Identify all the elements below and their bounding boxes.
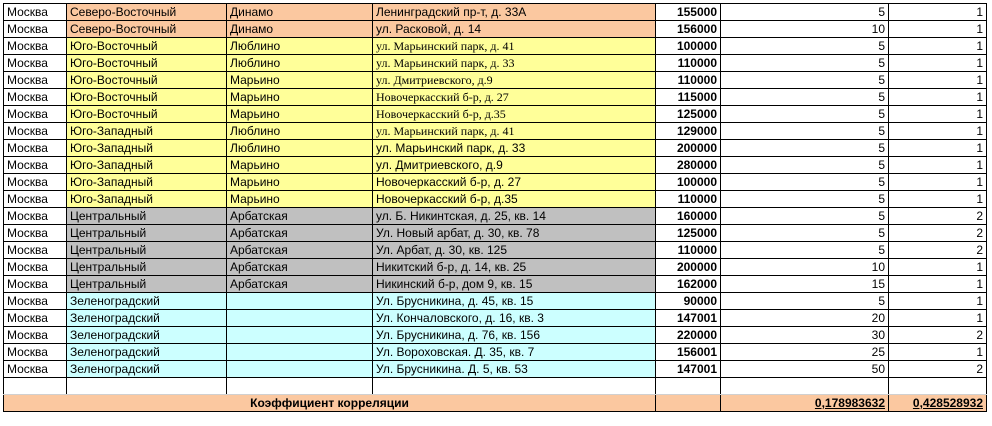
district-cell[interactable]: Юго-Западный — [67, 140, 227, 157]
table-row — [4, 106, 987, 123]
address-cell[interactable]: Ул. Брусникина, д. 45, кв. 15 — [373, 293, 656, 310]
empty-cell[interactable] — [4, 378, 67, 395]
price-cell[interactable]: 110000 — [656, 242, 721, 259]
district-cell[interactable]: Центральный — [67, 276, 227, 293]
rooms-cell[interactable]: 2 — [889, 208, 987, 225]
table-row — [4, 38, 987, 55]
table-row — [4, 259, 987, 276]
correlation-distance-value[interactable]: 0,178983632 — [721, 395, 889, 412]
address-cell[interactable]: Ул. Арбат, д. 30, кв. 125 — [373, 242, 656, 259]
address-cell[interactable]: ул. Дмитриевского, д.9 — [373, 72, 656, 89]
rooms-cell[interactable]: 1 — [889, 140, 987, 157]
city-cell[interactable]: Москва — [4, 191, 67, 208]
station-cell[interactable]: Марьино — [227, 106, 373, 123]
distance-cell[interactable]: 5 — [721, 38, 889, 55]
city-cell[interactable]: Москва — [4, 225, 67, 242]
address-cell[interactable]: ул. Б. Никинтская, д. 25, кв. 14 — [373, 208, 656, 225]
table-row — [4, 293, 987, 310]
empty-cell[interactable] — [889, 378, 987, 395]
table-row — [4, 174, 987, 191]
table-row — [4, 55, 987, 72]
address-cell[interactable]: Новочеркасский б-р, д.35 — [373, 191, 656, 208]
city-cell[interactable]: Москва — [4, 327, 67, 344]
station-cell[interactable]: Арбатская — [227, 225, 373, 242]
address-cell[interactable]: ул. Марьинский парк, д. 33 — [373, 55, 656, 72]
distance-cell[interactable]: 5 — [721, 208, 889, 225]
district-cell[interactable]: Центральный — [67, 242, 227, 259]
price-cell[interactable]: 100000 — [656, 174, 721, 191]
station-cell[interactable]: Арбатская — [227, 208, 373, 225]
rooms-cell[interactable]: 1 — [889, 4, 987, 21]
station-cell[interactable]: Люблино — [227, 38, 373, 55]
empty-cell[interactable] — [373, 378, 656, 395]
district-cell[interactable]: Юго-Восточный — [67, 72, 227, 89]
district-cell[interactable]: Юго-Западный — [67, 191, 227, 208]
correlation-row — [4, 395, 987, 412]
empty-cell[interactable] — [67, 378, 227, 395]
address-cell[interactable]: Никитский б-р, д. 14, кв. 25 — [373, 259, 656, 276]
station-cell[interactable]: Арбатская — [227, 259, 373, 276]
price-cell[interactable]: 162000 — [656, 276, 721, 293]
district-cell[interactable]: Юго-Западный — [67, 123, 227, 140]
district-cell[interactable]: Юго-Восточный — [67, 106, 227, 123]
table-row — [4, 310, 987, 327]
distance-cell[interactable]: 25 — [721, 344, 889, 361]
distance-cell[interactable]: 5 — [721, 123, 889, 140]
distance-cell[interactable]: 5 — [721, 157, 889, 174]
district-cell[interactable]: Зеленоградский — [67, 310, 227, 327]
distance-cell[interactable]: 5 — [721, 89, 889, 106]
price-cell[interactable]: 147001 — [656, 361, 721, 378]
address-cell[interactable]: ул. Дмитриевского, д.9 — [373, 157, 656, 174]
district-cell[interactable]: Центральный — [67, 208, 227, 225]
city-cell[interactable]: Москва — [4, 72, 67, 89]
price-cell[interactable]: 110000 — [656, 72, 721, 89]
table-row — [4, 242, 987, 259]
rooms-cell[interactable]: 1 — [889, 106, 987, 123]
city-cell[interactable]: Москва — [4, 242, 67, 259]
address-cell[interactable]: Новочеркасский б-р, д. 27 — [373, 89, 656, 106]
price-cell[interactable]: 110000 — [656, 191, 721, 208]
distance-cell[interactable]: 5 — [721, 4, 889, 21]
distance-cell[interactable]: 15 — [721, 276, 889, 293]
address-cell[interactable]: ул. Марьинский парк, д. 33 — [373, 140, 656, 157]
city-cell[interactable]: Москва — [4, 140, 67, 157]
address-cell[interactable]: ул. Расковой, д. 14 — [373, 21, 656, 38]
distance-cell[interactable]: 10 — [721, 21, 889, 38]
rooms-cell[interactable]: 1 — [889, 38, 987, 55]
district-cell[interactable]: Юго-Восточный — [67, 38, 227, 55]
distance-cell[interactable]: 20 — [721, 310, 889, 327]
rooms-cell[interactable]: 1 — [889, 276, 987, 293]
price-cell[interactable]: 129000 — [656, 123, 721, 140]
district-cell[interactable]: Зеленоградский — [67, 344, 227, 361]
correlation-empty-cell[interactable] — [656, 395, 721, 412]
station-cell[interactable]: Арбатская — [227, 276, 373, 293]
rooms-cell[interactable]: 1 — [889, 123, 987, 140]
distance-cell[interactable]: 5 — [721, 72, 889, 89]
table-row — [4, 72, 987, 89]
rooms-cell[interactable]: 2 — [889, 242, 987, 259]
rooms-cell[interactable]: 2 — [889, 361, 987, 378]
price-cell[interactable]: 160000 — [656, 208, 721, 225]
district-cell[interactable]: Юго-Западный — [67, 174, 227, 191]
district-cell[interactable]: Зеленоградский — [67, 361, 227, 378]
table-row — [4, 140, 987, 157]
table-row — [4, 327, 987, 344]
district-cell[interactable]: Северо-Восточный — [67, 21, 227, 38]
distance-cell[interactable]: 5 — [721, 140, 889, 157]
price-cell[interactable]: 220000 — [656, 327, 721, 344]
rooms-cell[interactable]: 1 — [889, 191, 987, 208]
address-cell[interactable]: ул. Марьинский парк, д. 41 — [373, 123, 656, 140]
city-cell[interactable]: Москва — [4, 174, 67, 191]
price-cell[interactable]: 200000 — [656, 259, 721, 276]
price-cell[interactable]: 200000 — [656, 140, 721, 157]
distance-cell[interactable]: 10 — [721, 259, 889, 276]
station-cell[interactable]: Марьино — [227, 174, 373, 191]
station-cell[interactable]: Марьино — [227, 191, 373, 208]
table-row — [4, 191, 987, 208]
rooms-cell[interactable]: 1 — [889, 344, 987, 361]
station-cell[interactable]: Марьино — [227, 72, 373, 89]
distance-cell[interactable]: 5 — [721, 293, 889, 310]
city-cell[interactable]: Москва — [4, 38, 67, 55]
price-cell[interactable]: 115000 — [656, 89, 721, 106]
city-cell[interactable]: Москва — [4, 89, 67, 106]
distance-cell[interactable]: 30 — [721, 327, 889, 344]
table-row — [4, 89, 987, 106]
address-cell[interactable]: Ул. Кончаловского, д. 16, кв. 3 — [373, 310, 656, 327]
address-cell[interactable]: Новочеркасский б-р, д.35 — [373, 106, 656, 123]
city-cell[interactable]: Москва — [4, 276, 67, 293]
city-cell[interactable]: Москва — [4, 310, 67, 327]
station-cell[interactable]: Динамо — [227, 4, 373, 21]
rooms-cell[interactable]: 1 — [889, 55, 987, 72]
city-cell[interactable]: Москва — [4, 106, 67, 123]
price-cell[interactable]: 125000 — [656, 106, 721, 123]
rooms-cell[interactable]: 1 — [889, 157, 987, 174]
rooms-cell[interactable]: 1 — [889, 310, 987, 327]
rooms-cell[interactable]: 1 — [889, 293, 987, 310]
station-cell[interactable]: Люблино — [227, 140, 373, 157]
city-cell[interactable]: Москва — [4, 259, 67, 276]
price-cell[interactable]: 156001 — [656, 344, 721, 361]
distance-cell[interactable]: 5 — [721, 225, 889, 242]
city-cell[interactable]: Москва — [4, 344, 67, 361]
table-body — [4, 4, 987, 412]
price-cell[interactable]: 125000 — [656, 225, 721, 242]
district-cell[interactable]: Зеленоградский — [67, 327, 227, 344]
station-cell[interactable]: Люблино — [227, 55, 373, 72]
city-cell[interactable]: Москва — [4, 55, 67, 72]
price-cell[interactable]: 155000 — [656, 4, 721, 21]
city-cell[interactable]: Москва — [4, 123, 67, 140]
rooms-cell[interactable]: 2 — [889, 327, 987, 344]
city-cell[interactable]: Москва — [4, 361, 67, 378]
table-row — [4, 276, 987, 293]
distance-cell[interactable]: 5 — [721, 242, 889, 259]
district-cell[interactable]: Центральный — [67, 225, 227, 242]
rooms-cell[interactable]: 1 — [889, 259, 987, 276]
address-cell[interactable]: ул. Марьинский парк, д. 41 — [373, 38, 656, 55]
rooms-cell[interactable]: 1 — [889, 89, 987, 106]
table-row — [4, 21, 987, 38]
empty-cell[interactable] — [227, 378, 373, 395]
station-cell[interactable] — [227, 327, 373, 344]
table-row — [4, 225, 987, 242]
station-cell[interactable] — [227, 310, 373, 327]
district-cell[interactable]: Юго-Восточный — [67, 89, 227, 106]
correlation-rooms-value[interactable]: 0,428528932 — [889, 395, 987, 412]
station-cell[interactable]: Марьино — [227, 157, 373, 174]
price-cell[interactable]: 90000 — [656, 293, 721, 310]
address-cell[interactable]: Никинский б-р, дом 9, кв. 15 — [373, 276, 656, 293]
address-cell[interactable]: Ул. Брусникина, д. 76, кв. 156 — [373, 327, 656, 344]
address-cell[interactable]: Ул. Брусникина. Д. 5, кв. 53 — [373, 361, 656, 378]
price-cell[interactable]: 147001 — [656, 310, 721, 327]
rooms-cell[interactable]: 1 — [889, 174, 987, 191]
district-cell[interactable]: Северо-Восточный — [67, 4, 227, 21]
station-cell[interactable]: Динамо — [227, 21, 373, 38]
spreadsheet-table — [3, 3, 987, 412]
address-cell[interactable]: Новочеркасский б-р, д. 27 — [373, 174, 656, 191]
address-cell[interactable]: Ул. Вороховская. Д. 35, кв. 7 — [373, 344, 656, 361]
table-row — [4, 361, 987, 378]
table-row — [4, 157, 987, 174]
price-cell[interactable]: 110000 — [656, 55, 721, 72]
distance-cell[interactable]: 50 — [721, 361, 889, 378]
table-row — [4, 208, 987, 225]
table-row — [4, 344, 987, 361]
distance-cell[interactable]: 5 — [721, 55, 889, 72]
district-cell[interactable]: Зеленоградский — [67, 293, 227, 310]
empty-cell[interactable] — [721, 378, 889, 395]
district-cell[interactable]: Юго-Западный — [67, 157, 227, 174]
rooms-cell[interactable]: 1 — [889, 21, 987, 38]
price-cell[interactable]: 280000 — [656, 157, 721, 174]
distance-cell[interactable]: 5 — [721, 174, 889, 191]
district-cell[interactable]: Центральный — [67, 259, 227, 276]
city-cell[interactable]: Москва — [4, 208, 67, 225]
distance-cell[interactable]: 5 — [721, 106, 889, 123]
station-cell[interactable] — [227, 344, 373, 361]
price-cell[interactable]: 156000 — [656, 21, 721, 38]
rooms-cell[interactable]: 1 — [889, 72, 987, 89]
table-row — [4, 4, 987, 21]
city-cell[interactable]: Москва — [4, 293, 67, 310]
city-cell[interactable]: Москва — [4, 21, 67, 38]
city-cell[interactable]: Москва — [4, 157, 67, 174]
rooms-cell[interactable]: 2 — [889, 225, 987, 242]
empty-cell[interactable] — [656, 378, 721, 395]
price-cell[interactable]: 100000 — [656, 38, 721, 55]
address-cell[interactable]: Ленинградский пр-т, д. 33А — [373, 4, 656, 21]
station-cell[interactable]: Марьино — [227, 89, 373, 106]
station-cell[interactable]: Люблино — [227, 123, 373, 140]
station-cell[interactable] — [227, 361, 373, 378]
empty-row — [4, 378, 987, 395]
table-row — [4, 123, 987, 140]
district-cell[interactable]: Юго-Восточный — [67, 55, 227, 72]
distance-cell[interactable]: 5 — [721, 191, 889, 208]
correlation-label[interactable]: Коэффициент корреляции — [4, 395, 656, 412]
city-cell[interactable]: Москва — [4, 4, 67, 21]
station-cell[interactable] — [227, 293, 373, 310]
station-cell[interactable]: Арбатская — [227, 242, 373, 259]
address-cell[interactable]: Ул. Новый арбат, д. 30, кв. 78 — [373, 225, 656, 242]
